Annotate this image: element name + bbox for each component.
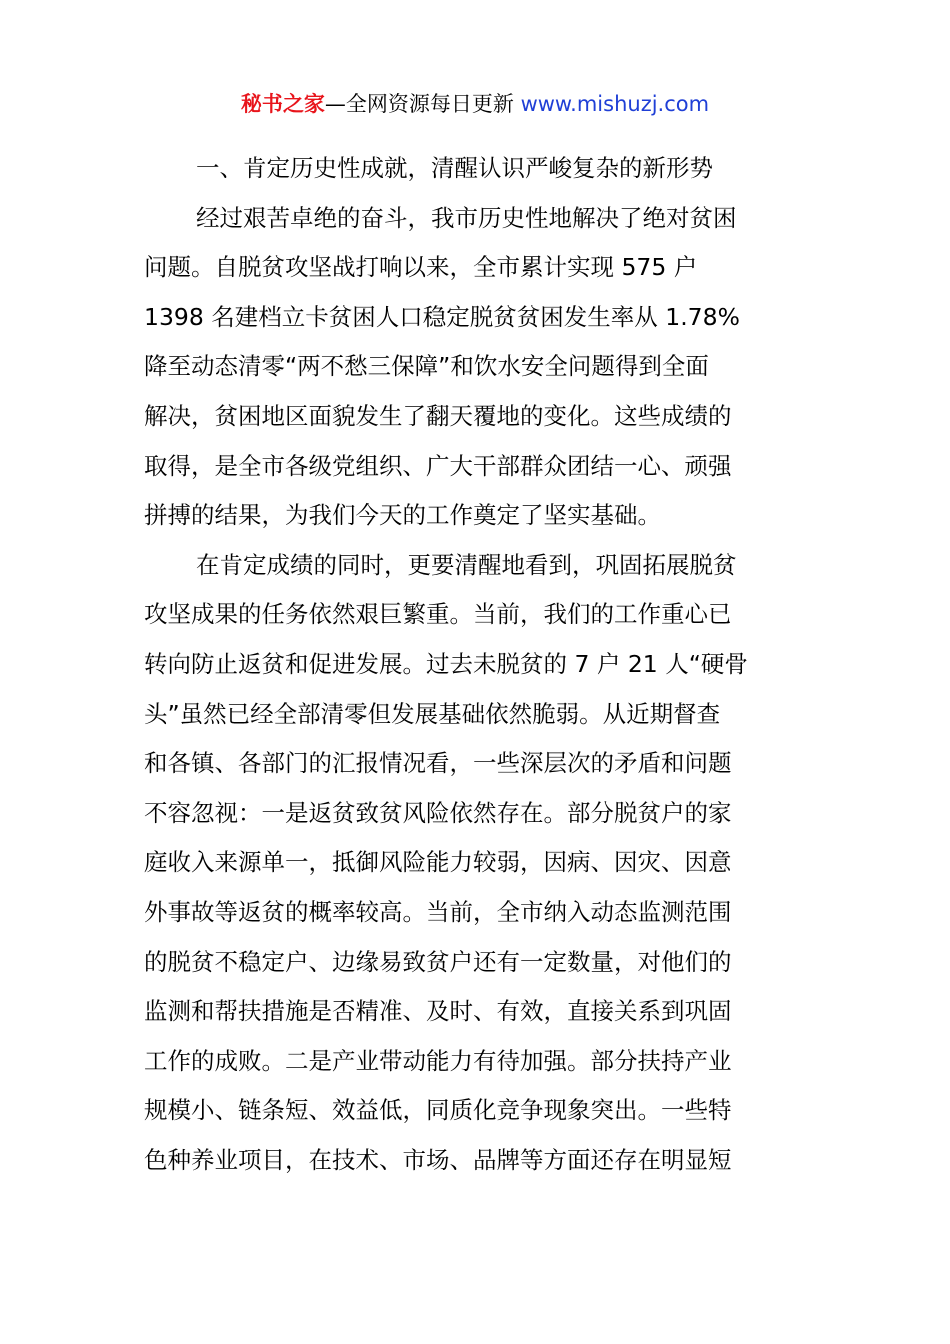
document-body [144, 148, 806, 1189]
text-line: 色种养业项目，在技术、市场、品牌等方面还存在明显短 [144, 1145, 732, 1174]
site-header [0, 88, 950, 120]
text-line: 问题。自脱贫攻坚战打响以来，全市累计实现 575 户 [144, 253, 698, 282]
text-line: 的脱贫不稳定户、边缘易致贫户还有一定数量，对他们的 [144, 947, 732, 976]
text-line: 和各镇、各部门的汇报情况看，一些深层次的矛盾和问题 [144, 749, 732, 778]
text-line: 降至动态清零“两不愁三保障”和饮水安全问题得到全面 [144, 352, 709, 381]
text-line: 庭收入来源单一，抵御风险能力较弱，因病、因灾、因意 [144, 848, 732, 877]
section-heading: 一、肯定历史性成就，清醒认识严峻复杂的新形势 [196, 154, 713, 182]
site-slogan: —全网资源每日更新 [324, 92, 514, 116]
text-line: 在肯定成绩的同时，更要清醒地看到，巩固拓展脱贫 [196, 550, 737, 579]
text-line: 取得，是全市各级党组织、广大干部群众团结一心、顽强 [144, 451, 732, 480]
text-line: 不容忽视：一是返贫致贫风险依然存在。部分脱贫户的家 [144, 798, 732, 827]
text-line: 头”虽然已经全部清零但发展基础依然脆弱。从近期督查 [144, 699, 721, 728]
site-url-link[interactable]: www.mishuzj.com [520, 92, 710, 116]
text-line: 规模小、链条短、效益低，同质化竞争现象突出。一些特 [144, 1096, 732, 1125]
text-line: 攻坚成果的任务依然艰巨繁重。当前，我们的工作重心已 [144, 600, 732, 629]
site-brand: 秘书之家 [240, 92, 325, 116]
text-line: 转向防止返贫和促进发展。过去未脱贫的 7 户 21 人“硬骨 [144, 649, 748, 678]
text-line: 外事故等返贫的概率较高。当前，全市纳入动态监测范围 [144, 897, 732, 926]
text-line: 监测和帮扶措施是否精准、及时、有效，直接关系到巩固 [144, 997, 732, 1026]
text-line: 1398 名建档立卡贫困人口稳定脱贫贫困发生率从 1.78% [144, 302, 740, 331]
text-line: 经过艰苦卓绝的奋斗，我市历史性地解决了绝对贫困 [196, 203, 737, 232]
text-line: 解决，贫困地区面貌发生了翻天覆地的变化。这些成绩的 [144, 401, 732, 430]
text-line: 拼搏的结果，为我们今天的工作奠定了坚实基础。 [144, 501, 661, 530]
text-line: 工作的成败。二是产业带动能力有待加强。部分扶持产业 [144, 1046, 732, 1075]
